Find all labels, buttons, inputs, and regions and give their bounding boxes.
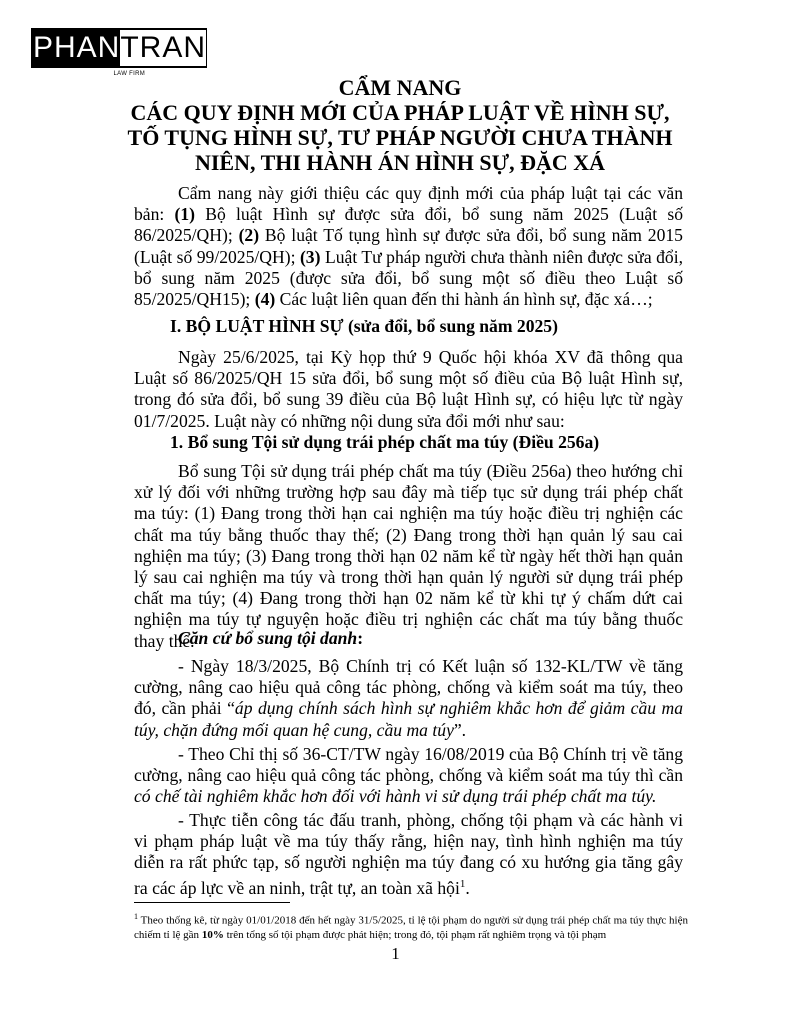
logo-right-text: TRAN (120, 31, 207, 64)
section-heading-main: I. BỘ LUẬT HÌNH SỰ (170, 316, 344, 336)
footnote-text-a: Theo thống kê, từ ngày 01/01/2018 đến hết ngày 31/5/2025, tỉ lệ tội phạm do người sử dụng trái phép chất ma túy thực hiện chiếm tỉ lệ gần (134, 914, 688, 941)
basis-1-end: ”. (453, 719, 467, 740)
section-heading-note: (sửa đổi, bổ sung năm 2025) (343, 316, 558, 336)
intro-num-3: (3) (299, 246, 321, 267)
subsection-heading: 1. Bổ sung Tội sử dụng trái phép chất ma túy (Điều 256a) (170, 432, 600, 452)
document-title: CẨM NANG (338, 75, 462, 100)
basis-item-3 (134, 810, 683, 899)
intro-num-2: (2) (238, 225, 260, 246)
footnote-reference[interactable]: 1 (459, 877, 466, 890)
intro-num-1: (1) (174, 204, 196, 225)
footnote (134, 910, 688, 942)
basis-2-italic: có chế tài nghiêm khắc hơn đối với hành vi sử dụng trái phép chất ma túy. (134, 786, 657, 807)
footnote-number: 1 (134, 912, 138, 921)
basis-3-end: . (465, 877, 470, 898)
basis-2-text: - Theo Chỉ thị số 36-CT/TW ngày 16/08/2019 của Bộ Chính trị về tăng cường, nâng cao hiệu quả công tác phòng, chống và kiểm soát ma túy thì cần (134, 744, 683, 786)
basis-item-1 (134, 656, 683, 741)
basis-3-text: - Thực tiễn công tác đấu tranh, phòng, chống tội phạm và các hành vi vi phạm pháp luật về ma túy thấy rằng, hiện nay, tình hình nghiện ma túy diễn ra rất phức tạp, số người nghiện ma túy đang có xu hướng gia tăng gây ra các áp lực về an ninh, trật tự, an toàn xã hội (134, 810, 683, 898)
intro-item-3: Luật Tư pháp người chưa thành niên được sửa đổi, bổ sung năm 2025 (được sửa đổi, bổ sung một số điều theo Luật số 85/2025/QH15); (134, 246, 683, 310)
basis-heading-colon: : (357, 628, 364, 648)
logo-left-text: PHAN (33, 31, 121, 64)
section-heading (170, 316, 690, 337)
intro-item-2: Bộ luật Tố tụng hình sự được sửa đổi, bổ sung năm 2015 (Luật số 99/2025/QH); (134, 225, 683, 267)
page-number: 1 (391, 944, 400, 963)
basis-item-2 (134, 744, 683, 808)
intro-item-4: Các luật liên quan đến thi hành án hình sự, đặc xá…; (275, 289, 653, 310)
basis-1-text: - Ngày 18/3/2025, Bộ Chính trị có Kết luận số 132-KL/TW về tăng cường, nâng cao hiệu quả công tác phòng, chống và kiểm soát ma túy, theo đó, cần phải “ (134, 656, 683, 719)
subsection-paragraph: Bổ sung Tội sử dụng trái phép chất ma túy (Điều 256a) theo hướng chỉ xử lý đối với những trường hợp sau đây mà tiếp tục sử dụng trái phép chất ma túy: (1) Đang trong thời hạn cai nghiện ma túy hoặc điều trị nghiện các chất ma túy bằng thuốc thay thế; (2) Đang trong thời hạn quản lý sau cai nghiện ma túy; (3) Đang trong thời hạn 02 năm kể từ ngày hết thời hạn quản lý sau cai nghiện ma túy và trong thời hạn quản lý người sử dụng trái phép chất ma túy; (4) Đang trong thời hạn 02 năm kể từ khi tự ý chấm dứt cai nghiện ma túy tự nguyện hoặc điều trị nghiện các chất ma túy bằng thuốc thay thế. (134, 461, 683, 651)
footnote-divider (134, 902, 290, 903)
intro-paragraph (134, 183, 683, 310)
basis-heading (178, 628, 698, 649)
basis-1-quote: áp dụng chính sách hình sự nghiêm khắc hơn để giảm cầu ma túy, chặn đứng mối quan hệ cung, cầu ma túy (134, 698, 684, 740)
document-subtitle: CÁC QUY ĐỊNH MỚI CỦA PHÁP LUẬT VỀ HÌNH SỰ, TỐ TỤNG HÌNH SỰ, TƯ PHÁP NGƯỜI CHƯA THÀNH NIÊN, THI HÀNH ÁN HÌNH SỰ, ĐẶC XÁ (127, 100, 673, 175)
section-paragraph: Ngày 25/6/2025, tại Kỳ họp thứ 9 Quốc hội khóa XV đã thông qua Luật số 86/2025/QH 15 sửa đổi, bổ sung một số điều của Bộ luật Hình sự, trong đó sửa đổi, bổ sung 39 điều của Bộ luật Hình sự, có hiệu lực từ ngày 01/7/2025. Luật này có những nội dung sửa đổi mới như sau: (134, 347, 683, 431)
law-firm-logo (31, 28, 207, 77)
intro-text: Cẩm nang này giới thiệu các quy định mới của pháp luật tại các văn bản: (134, 183, 683, 225)
basis-heading-text: Căn cứ bổ sung tội danh (178, 628, 358, 648)
logo-subtitle: LAW FIRM (113, 71, 145, 77)
footnote-bold: 10% (201, 928, 224, 941)
intro-item-1: Bộ luật Hình sự được sửa đổi, bổ sung năm 2025 (Luật số 86/2025/QH); (134, 204, 683, 246)
intro-num-4: (4) (254, 289, 276, 310)
footnote-text-b: trên tổng số tội phạm được phát hiện; trong đó, tội phạm rất nghiêm trọng và tội phạm (223, 928, 607, 941)
